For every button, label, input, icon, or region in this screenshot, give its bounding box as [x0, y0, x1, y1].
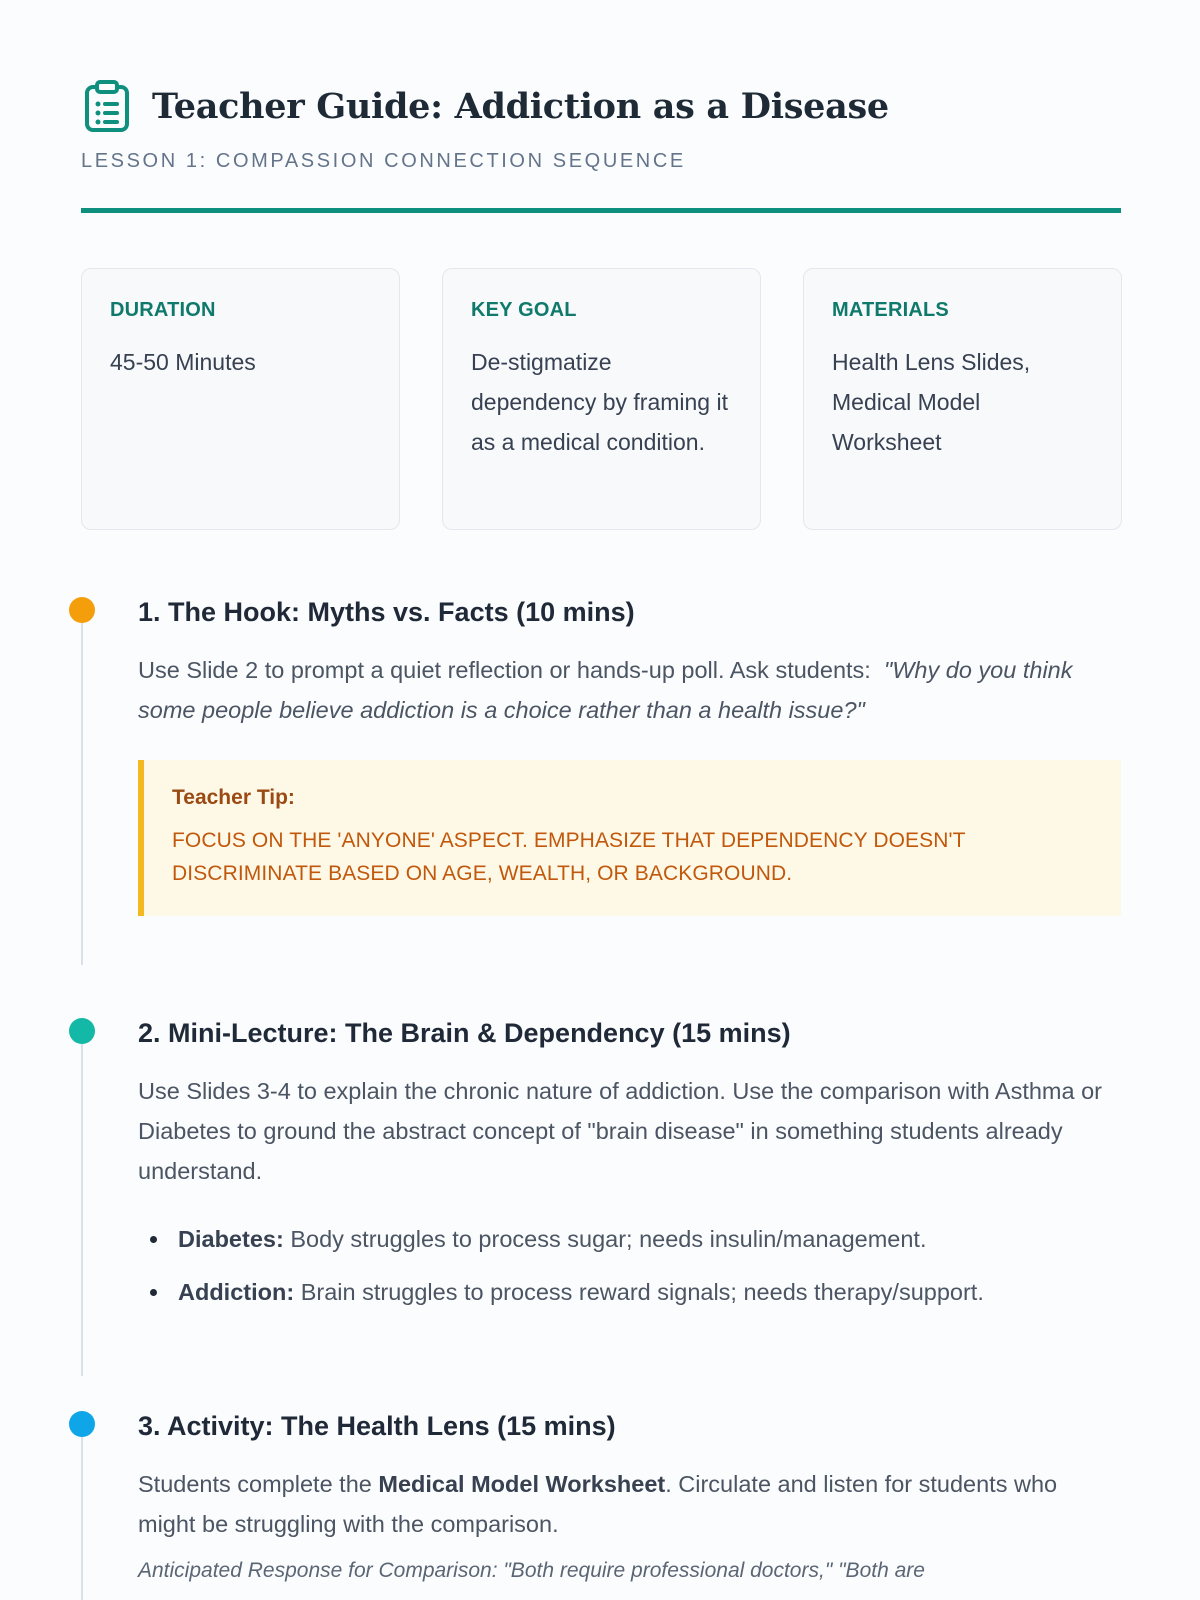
worksheet-name: Medical Model Worksheet	[378, 1471, 666, 1497]
timeline-line	[81, 613, 83, 965]
page-title: Teacher Guide: Addiction as a Disease	[152, 85, 889, 127]
list-item-term: Addiction:	[178, 1279, 295, 1305]
materials-card	[803, 268, 1122, 530]
teacher-tip	[138, 760, 1121, 916]
card-label: DURATION	[110, 299, 216, 321]
timeline-section-lecture	[81, 1018, 1121, 1325]
comparison-list	[138, 1219, 1121, 1312]
section-body: Use Slides 3-4 to explain the chronic nature of addiction. Use the comparison with Asthma or Diabetes to ground the abstract concept of "brain disease" in something students already understand.	[138, 1078, 1103, 1184]
section-title: 1. The Hook: Myths vs. Facts (10 mins)	[138, 597, 635, 627]
list-item	[138, 1219, 1121, 1259]
timeline-section-hook	[81, 597, 1121, 916]
section-title: 2. Mini-Lecture: The Brain & Dependency (15 mins)	[138, 1018, 791, 1048]
timeline-line	[81, 1427, 83, 1600]
section-body-text: Students complete the	[138, 1471, 372, 1497]
card-text: 45-50 Minutes	[110, 349, 256, 375]
timeline-section-activity	[81, 1411, 1121, 1588]
section-title: 3. Activity: The Health Lens (15 mins)	[138, 1411, 616, 1441]
clipboard-list-icon	[84, 80, 130, 132]
duration-card	[81, 268, 400, 530]
section-body	[138, 1464, 1121, 1544]
section-body	[138, 650, 1121, 730]
page-subtitle: LESSON 1: COMPASSION CONNECTION SEQUENCE	[81, 150, 686, 172]
card-text: Health Lens Slides, Medical Model Worksheet	[832, 349, 1031, 455]
timeline-line	[81, 1034, 83, 1376]
reflection-question: "Why do you think some people believe addiction is a choice rather than a health issue?"	[138, 657, 1073, 723]
timeline-dot	[69, 1411, 95, 1437]
key-goal-card	[442, 268, 761, 530]
section-body-text: . Circulate and listen for students who might be struggling with the comparison.	[138, 1471, 1058, 1537]
list-item-text: Body struggles to process sugar; needs insulin/management.	[290, 1226, 927, 1252]
title-row	[84, 80, 889, 132]
timeline-dot	[69, 597, 95, 623]
timeline-dot	[69, 1018, 95, 1044]
tip-text: FOCUS ON THE 'ANYONE' ASPECT. EMPHASIZE THAT DEPENDENCY DOESN'T DISCRIMINATE BASED ON AGE, WEALTH, OR BACKGROUND.	[172, 829, 966, 885]
anticipated-response: Anticipated Response for Comparison: "Both require professional doctors," "Both are	[138, 1559, 925, 1582]
section-body-text: Use Slide 2 to prompt a quiet reflection or hands-up poll. Ask students:	[138, 657, 871, 683]
card-text: De-stigmatize dependency by framing it as a medical condition.	[471, 349, 728, 455]
list-item-text: Brain struggles to process reward signals; needs therapy/support.	[300, 1279, 984, 1305]
header-divider	[81, 208, 1121, 213]
info-cards	[81, 268, 1122, 530]
tip-title: Teacher Tip:	[172, 786, 295, 809]
list-item-term: Diabetes:	[178, 1226, 284, 1252]
list-item	[138, 1272, 1121, 1312]
card-label: KEY GOAL	[471, 299, 577, 321]
card-label: MATERIALS	[832, 299, 949, 321]
